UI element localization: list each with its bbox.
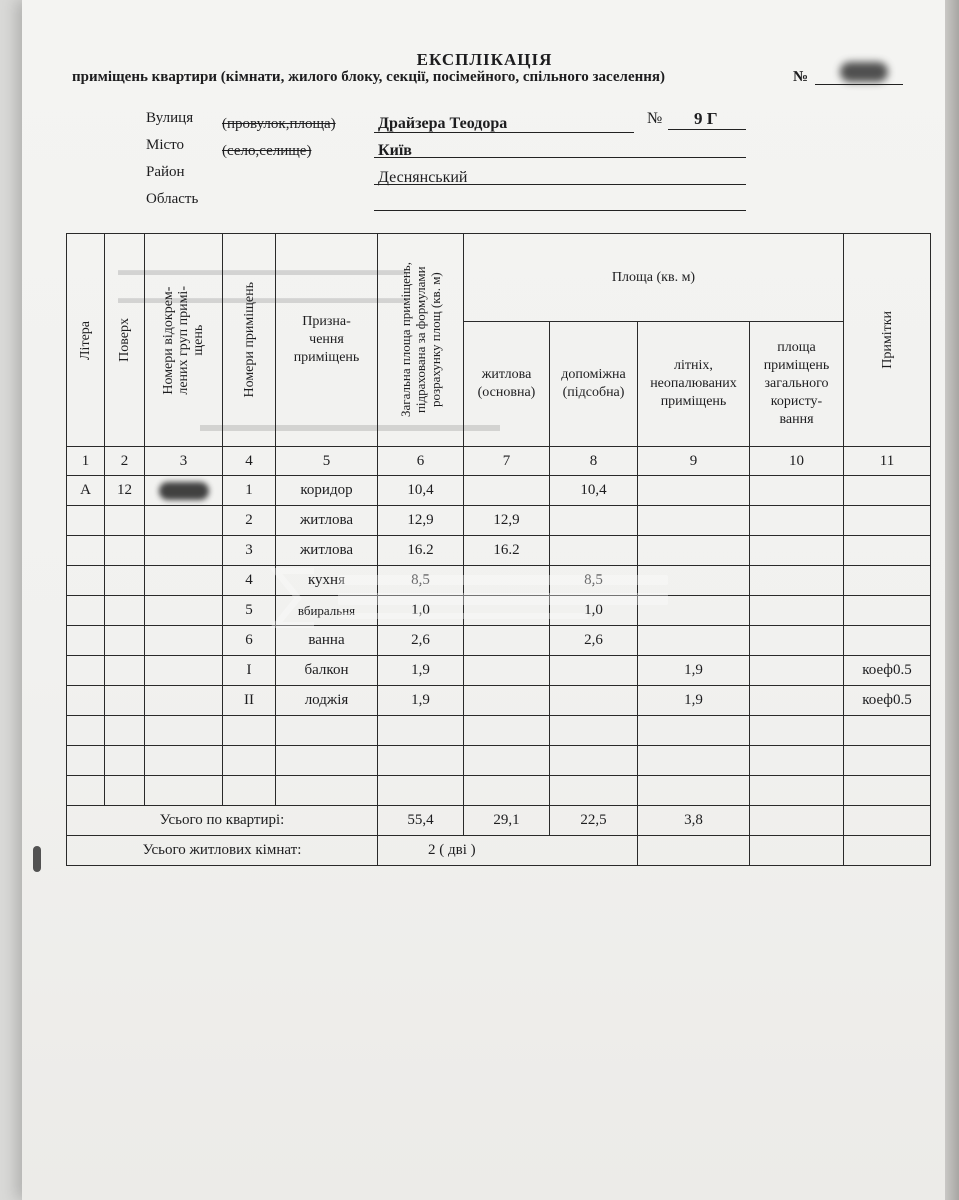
cell-litera: А bbox=[67, 476, 105, 506]
street-label: Вулиця bbox=[146, 110, 194, 126]
cell-common-area bbox=[750, 506, 844, 536]
cell-note: коеф0.5 bbox=[844, 686, 931, 716]
cell-room-number: 5 bbox=[223, 596, 276, 626]
totals-row bbox=[67, 806, 931, 836]
cell-room-number: 1 bbox=[223, 476, 276, 506]
city-strike: (село,селище) bbox=[222, 143, 312, 159]
explication-table bbox=[66, 233, 931, 866]
cell-group-number bbox=[145, 686, 223, 716]
cell-note bbox=[844, 536, 931, 566]
living-rooms-value: 2 ( дві ) bbox=[378, 836, 638, 866]
city-line bbox=[374, 157, 746, 158]
bleed-through-text: ▬▬▬▬▬▬▬▬▬▬▬▬▬▬▬▬▬▬ bbox=[118, 290, 406, 307]
table-row bbox=[67, 536, 931, 566]
cell-total-area: 12,9 bbox=[378, 506, 464, 536]
house-number-line bbox=[668, 129, 746, 130]
cell-aux-area bbox=[550, 506, 638, 536]
cell-total-area: 1,0 bbox=[378, 596, 464, 626]
cell-note bbox=[844, 626, 931, 656]
district-line bbox=[374, 184, 746, 185]
cell-group-number bbox=[145, 596, 223, 626]
cell-floor bbox=[105, 656, 145, 686]
cell-living-area bbox=[464, 476, 550, 506]
cell-purpose: житлова bbox=[276, 536, 378, 566]
column-number: 4 bbox=[223, 447, 276, 476]
cell-litera bbox=[67, 596, 105, 626]
totals-note bbox=[844, 806, 931, 836]
column-number: 5 bbox=[276, 447, 378, 476]
cell-summer-area bbox=[638, 626, 750, 656]
cell-aux-area: 1,0 bbox=[550, 596, 638, 626]
header-auxiliary: допоміжна (підсобна) bbox=[550, 322, 638, 447]
cell-purpose: балкон bbox=[276, 656, 378, 686]
table-row bbox=[67, 566, 931, 596]
living-rooms-label: Усього житлових кімнат: bbox=[67, 836, 378, 866]
table-row bbox=[67, 686, 931, 716]
column-number: 3 bbox=[145, 447, 223, 476]
cell-litera bbox=[67, 686, 105, 716]
cell-purpose: ванна bbox=[276, 626, 378, 656]
street-strike: (провулок,площа) bbox=[222, 116, 336, 132]
column-number-row bbox=[67, 447, 931, 476]
table-row bbox=[67, 626, 931, 656]
table-row bbox=[67, 596, 931, 626]
empty-row bbox=[67, 746, 931, 776]
header-floor: Поверх bbox=[105, 234, 145, 447]
header-living: житлова (основна) bbox=[464, 322, 550, 447]
empty-row bbox=[67, 716, 931, 746]
cell-group-number bbox=[145, 566, 223, 596]
redacted-group-number bbox=[159, 482, 209, 500]
redacted-apartment-number bbox=[840, 62, 888, 82]
cell-group-number bbox=[145, 626, 223, 656]
apartment-number-line bbox=[815, 84, 903, 85]
district-label: Район bbox=[146, 164, 185, 180]
column-number: 7 bbox=[464, 447, 550, 476]
cell-room-number: 4 bbox=[223, 566, 276, 596]
cell-floor bbox=[105, 566, 145, 596]
cell-purpose: кухня bbox=[276, 566, 378, 596]
cell-purpose: вбиральня bbox=[276, 596, 378, 626]
cell-summer-area bbox=[638, 506, 750, 536]
bleed-through-text: ▬▬▬▬▬▬▬▬▬▬▬▬▬▬▬▬▬▬ bbox=[118, 262, 406, 279]
cell-living-area bbox=[464, 686, 550, 716]
cell-litera bbox=[67, 536, 105, 566]
header-area-group: Площа (кв. м) bbox=[464, 234, 844, 322]
cell-aux-area: 10,4 bbox=[550, 476, 638, 506]
cell-group-number bbox=[145, 536, 223, 566]
city-value: Київ bbox=[378, 142, 412, 159]
column-number: 1 bbox=[67, 447, 105, 476]
cell-litera bbox=[67, 626, 105, 656]
cell-common-area bbox=[750, 566, 844, 596]
cell-aux-area bbox=[550, 656, 638, 686]
cell-summer-area bbox=[638, 566, 750, 596]
cell-note bbox=[844, 506, 931, 536]
header-room-numbers: Номери приміщень bbox=[223, 234, 276, 447]
header-groups: Номери відокрем- лених груп примі- щень bbox=[145, 234, 223, 447]
cell-floor bbox=[105, 626, 145, 656]
cell-aux-area bbox=[550, 536, 638, 566]
totals-summer-area: 3,8 bbox=[638, 806, 750, 836]
cell-room-number: I bbox=[223, 656, 276, 686]
cell-summer-area bbox=[638, 596, 750, 626]
cell-room-number: 3 bbox=[223, 536, 276, 566]
totals-living-area: 29,1 bbox=[464, 806, 550, 836]
cell-litera bbox=[67, 566, 105, 596]
cell-litera bbox=[67, 506, 105, 536]
binder-hole bbox=[33, 846, 41, 872]
cell-living-area bbox=[464, 656, 550, 686]
table-row bbox=[67, 476, 931, 506]
house-number-value: 9 Г bbox=[694, 109, 718, 128]
cell-group-number bbox=[145, 656, 223, 686]
cell-floor: 12 bbox=[105, 476, 145, 506]
cell-purpose: лоджія bbox=[276, 686, 378, 716]
header-litera: Літера bbox=[67, 234, 105, 447]
column-number: 8 bbox=[550, 447, 638, 476]
cell-common-area bbox=[750, 476, 844, 506]
city-label: Місто bbox=[146, 137, 185, 153]
column-number: 9 bbox=[638, 447, 750, 476]
cell-room-number: II bbox=[223, 686, 276, 716]
cell-note bbox=[844, 566, 931, 596]
region-line bbox=[374, 210, 746, 211]
cell-summer-area: 1,9 bbox=[638, 686, 750, 716]
cell-total-area: 8,5 bbox=[378, 566, 464, 596]
cell-total-area: 1,9 bbox=[378, 686, 464, 716]
totals-label: Усього по квартирі: bbox=[67, 806, 378, 836]
region-label: Область bbox=[146, 191, 199, 207]
cell-group-number bbox=[145, 506, 223, 536]
cell-note bbox=[844, 596, 931, 626]
header-notes: Примітки bbox=[844, 234, 931, 447]
column-number: 10 bbox=[750, 447, 844, 476]
cell-note bbox=[844, 476, 931, 506]
document-title: ЕКСПЛІКАЦІЯ bbox=[416, 50, 553, 69]
cell-common-area bbox=[750, 686, 844, 716]
cell-summer-area bbox=[638, 536, 750, 566]
cell-room-number: 2 bbox=[223, 506, 276, 536]
cell-floor bbox=[105, 506, 145, 536]
cell-total-area: 2,6 bbox=[378, 626, 464, 656]
bleed-through-text: ▬▬▬▬▬▬▬▬▬▬▬▬▬▬▬ bbox=[200, 414, 500, 436]
cell-group-number bbox=[145, 476, 223, 506]
living-rooms-row bbox=[67, 836, 931, 866]
cell-summer-area bbox=[638, 476, 750, 506]
cell-common-area bbox=[750, 656, 844, 686]
street-line bbox=[374, 132, 634, 133]
header-purpose: Призна- чення приміщень bbox=[276, 234, 378, 447]
column-number: 2 bbox=[105, 447, 145, 476]
cell-living-area bbox=[464, 566, 550, 596]
cell-common-area bbox=[750, 596, 844, 626]
cell-living-area: 16.2 bbox=[464, 536, 550, 566]
cell-aux-area bbox=[550, 686, 638, 716]
cell-common-area bbox=[750, 626, 844, 656]
table-row bbox=[67, 656, 931, 686]
header-common: площа приміщень загального користу- вання bbox=[750, 322, 844, 447]
cell-floor bbox=[105, 596, 145, 626]
totals-common-area bbox=[750, 806, 844, 836]
column-number: 6 bbox=[378, 447, 464, 476]
table-row bbox=[67, 506, 931, 536]
empty-row bbox=[67, 776, 931, 806]
street-value: Драйзера Теодора bbox=[378, 115, 508, 132]
cell-total-area: 16.2 bbox=[378, 536, 464, 566]
district-value: Деснянський bbox=[378, 169, 468, 186]
cell-room-number: 6 bbox=[223, 626, 276, 656]
header-summer: літніх, неопалюваних приміщень bbox=[638, 322, 750, 447]
document-subtitle: приміщень квартири (кімнати, жилого блоку, секції, посімейного, спільного заселення) bbox=[72, 69, 665, 85]
cell-living-area: 12,9 bbox=[464, 506, 550, 536]
cell-summer-area: 1,9 bbox=[638, 656, 750, 686]
cell-litera bbox=[67, 656, 105, 686]
cell-floor bbox=[105, 686, 145, 716]
header-total-area: Загальна площа приміщень, підрахована за формулами розрахунку площ (кв. м) bbox=[378, 234, 464, 447]
totals-aux-area: 22,5 bbox=[550, 806, 638, 836]
apartment-number-sign: № bbox=[793, 69, 809, 85]
cell-living-area bbox=[464, 596, 550, 626]
cell-note: коеф0.5 bbox=[844, 656, 931, 686]
cell-total-area: 10,4 bbox=[378, 476, 464, 506]
cell-floor bbox=[105, 536, 145, 566]
cell-living-area bbox=[464, 626, 550, 656]
page-edge bbox=[945, 0, 959, 1200]
cell-purpose: коридор bbox=[276, 476, 378, 506]
totals-total-area: 55,4 bbox=[378, 806, 464, 836]
cell-common-area bbox=[750, 536, 844, 566]
cell-aux-area: 8,5 bbox=[550, 566, 638, 596]
cell-aux-area: 2,6 bbox=[550, 626, 638, 656]
cell-purpose: житлова bbox=[276, 506, 378, 536]
house-number-sign: № bbox=[647, 110, 663, 127]
column-number: 11 bbox=[844, 447, 931, 476]
cell-total-area: 1,9 bbox=[378, 656, 464, 686]
